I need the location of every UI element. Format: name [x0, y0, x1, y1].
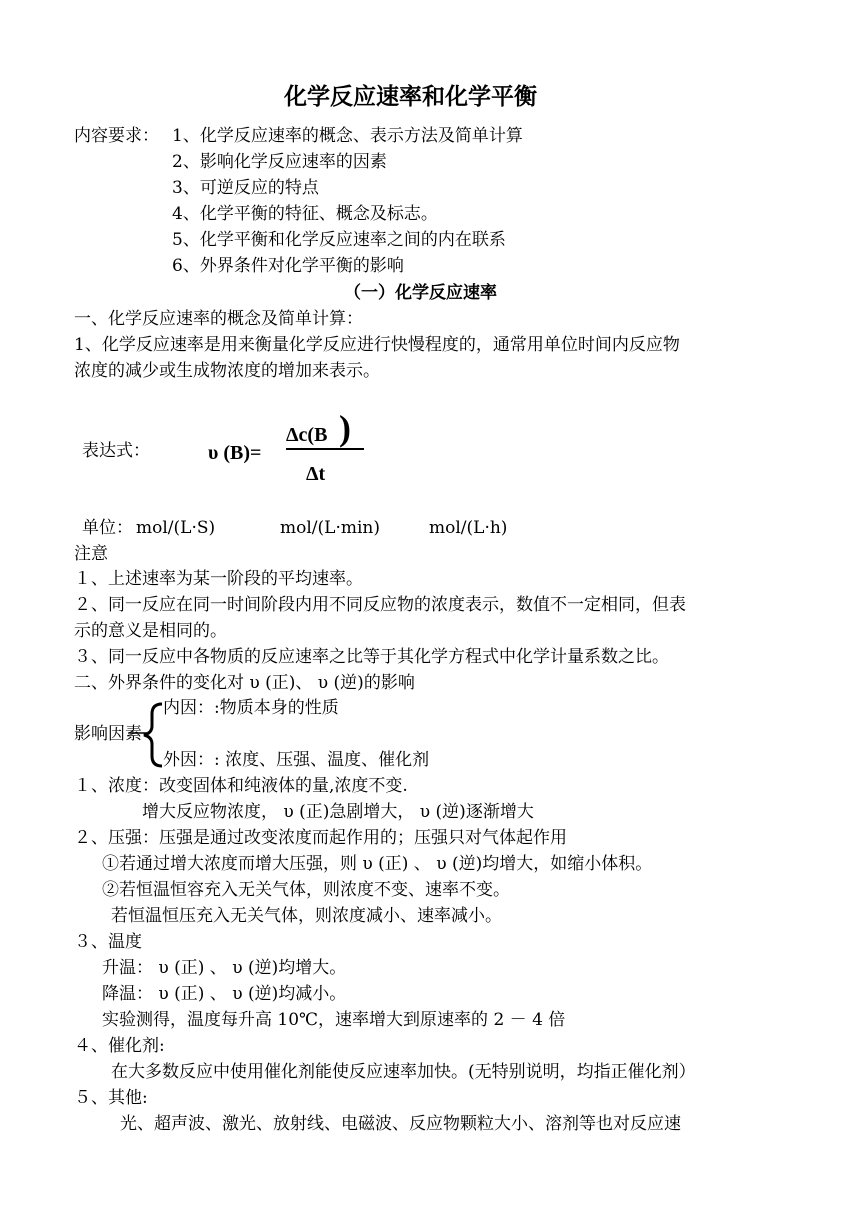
- factor-other: ５、其他:: [74, 1088, 148, 1108]
- requirements-label: 内容要求：: [74, 126, 159, 146]
- note-item: ２、同一反应在同一时间阶段内用不同反应物的浓度表示，数值不一定相同，但表: [74, 595, 686, 615]
- factor-detail: ①若通过增大浓度而增大压强，则 υ (正) 、 υ (逆)均增大，如缩小体积。: [102, 854, 653, 874]
- formula-numerator: Δc(B: [286, 424, 328, 446]
- formula-close-paren: ): [339, 408, 351, 448]
- section-heading-reaction-rate: （一）化学反应速率: [344, 283, 497, 303]
- unit-per-hour: mol/(L·h): [429, 518, 508, 538]
- definition-line: 浓度的减少或生成物浓度的增加来表示。: [74, 361, 380, 381]
- factor-temperature: ３、温度: [74, 932, 142, 952]
- factor-detail: 若恒温恒压充入无关气体，则浓度减小、速率减小。: [111, 906, 502, 926]
- note-item-continued: 示的意义是相同的。: [74, 621, 227, 641]
- requirement-item: 1、化学反应速率的概念、表示方法及简单计算: [172, 126, 523, 146]
- factor-detail: 升温： υ (正) 、 υ (逆)均增大。: [102, 958, 347, 978]
- unit-per-second: mol/(L·S): [136, 518, 216, 538]
- definition-line: 1、化学反应速率是用来衡量化学反应进行快慢程度的，通常用单位时间内反应物: [74, 335, 680, 355]
- internal-factor: 内因：:物质本身的性质: [163, 698, 339, 718]
- subsection-heading: 二、外界条件的变化对 υ (正)、 υ (逆)的影响: [74, 673, 415, 693]
- external-factor: 外因：: 浓度、压强、温度、催化剂: [163, 750, 430, 770]
- formula-label: 表达式：: [82, 441, 150, 461]
- formula-denominator: Δt: [306, 463, 326, 485]
- note-item: ３、同一反应中各物质的反应速率之比等于其化学方程式中化学计量系数之比。: [74, 647, 669, 667]
- formula-lhs: υ (B)=: [208, 442, 262, 464]
- requirement-item: 6、外界条件对化学平衡的影响: [172, 256, 404, 276]
- factor-detail: 光、超声波、激光、放射线、电磁波、反应物颗粒大小、溶剂等也对反应速: [120, 1114, 681, 1134]
- factor-detail: ②若恒温恒容充入无关气体，则浓度不变、速率不变。: [102, 880, 510, 900]
- factor-detail: 降温： υ (正) 、 υ (逆)均减小。: [102, 984, 347, 1004]
- notes-heading: 注意: [74, 544, 108, 564]
- page-title: 化学反应速率和化学平衡: [284, 84, 537, 110]
- factors-label: 影响因素: [74, 724, 142, 744]
- factor-detail: 增大反应物浓度， υ (正)急剧增大， υ (逆)逐渐增大: [142, 802, 534, 822]
- subsection-heading: 一、化学反应速率的概念及简单计算：: [74, 309, 363, 329]
- requirement-item: 5、化学平衡和化学反应速率之间的内在联系: [172, 230, 506, 250]
- requirement-item: 4、化学平衡的特征、概念及标志。: [172, 204, 438, 224]
- factor-pressure: ２、压强：压强是通过改变浓度而起作用的；压强只对气体起作用: [74, 828, 567, 848]
- factor-catalyst: ４、催化剂:: [74, 1036, 165, 1056]
- requirement-item: 2、影响化学反应速率的因素: [172, 152, 387, 172]
- note-item: １、上述速率为某一阶段的平均速率。: [74, 569, 363, 589]
- factor-concentration: １、浓度：改变固体和纯液体的量,浓度不变.: [74, 776, 408, 796]
- fraction-bar: [286, 448, 364, 450]
- requirement-item: 3、可逆反应的特点: [172, 178, 319, 198]
- unit-per-minute: mol/(L·min): [280, 518, 380, 538]
- factor-detail: 在大多数反应中使用催化剂能使反应速率加快。(无特别说明，均指正催化剂）: [111, 1062, 696, 1082]
- units-label: 单位：: [82, 518, 133, 538]
- factor-detail: 实验测得，温度每升高 10℃，速率增大到原速率的 2 － 4 倍: [102, 1010, 566, 1030]
